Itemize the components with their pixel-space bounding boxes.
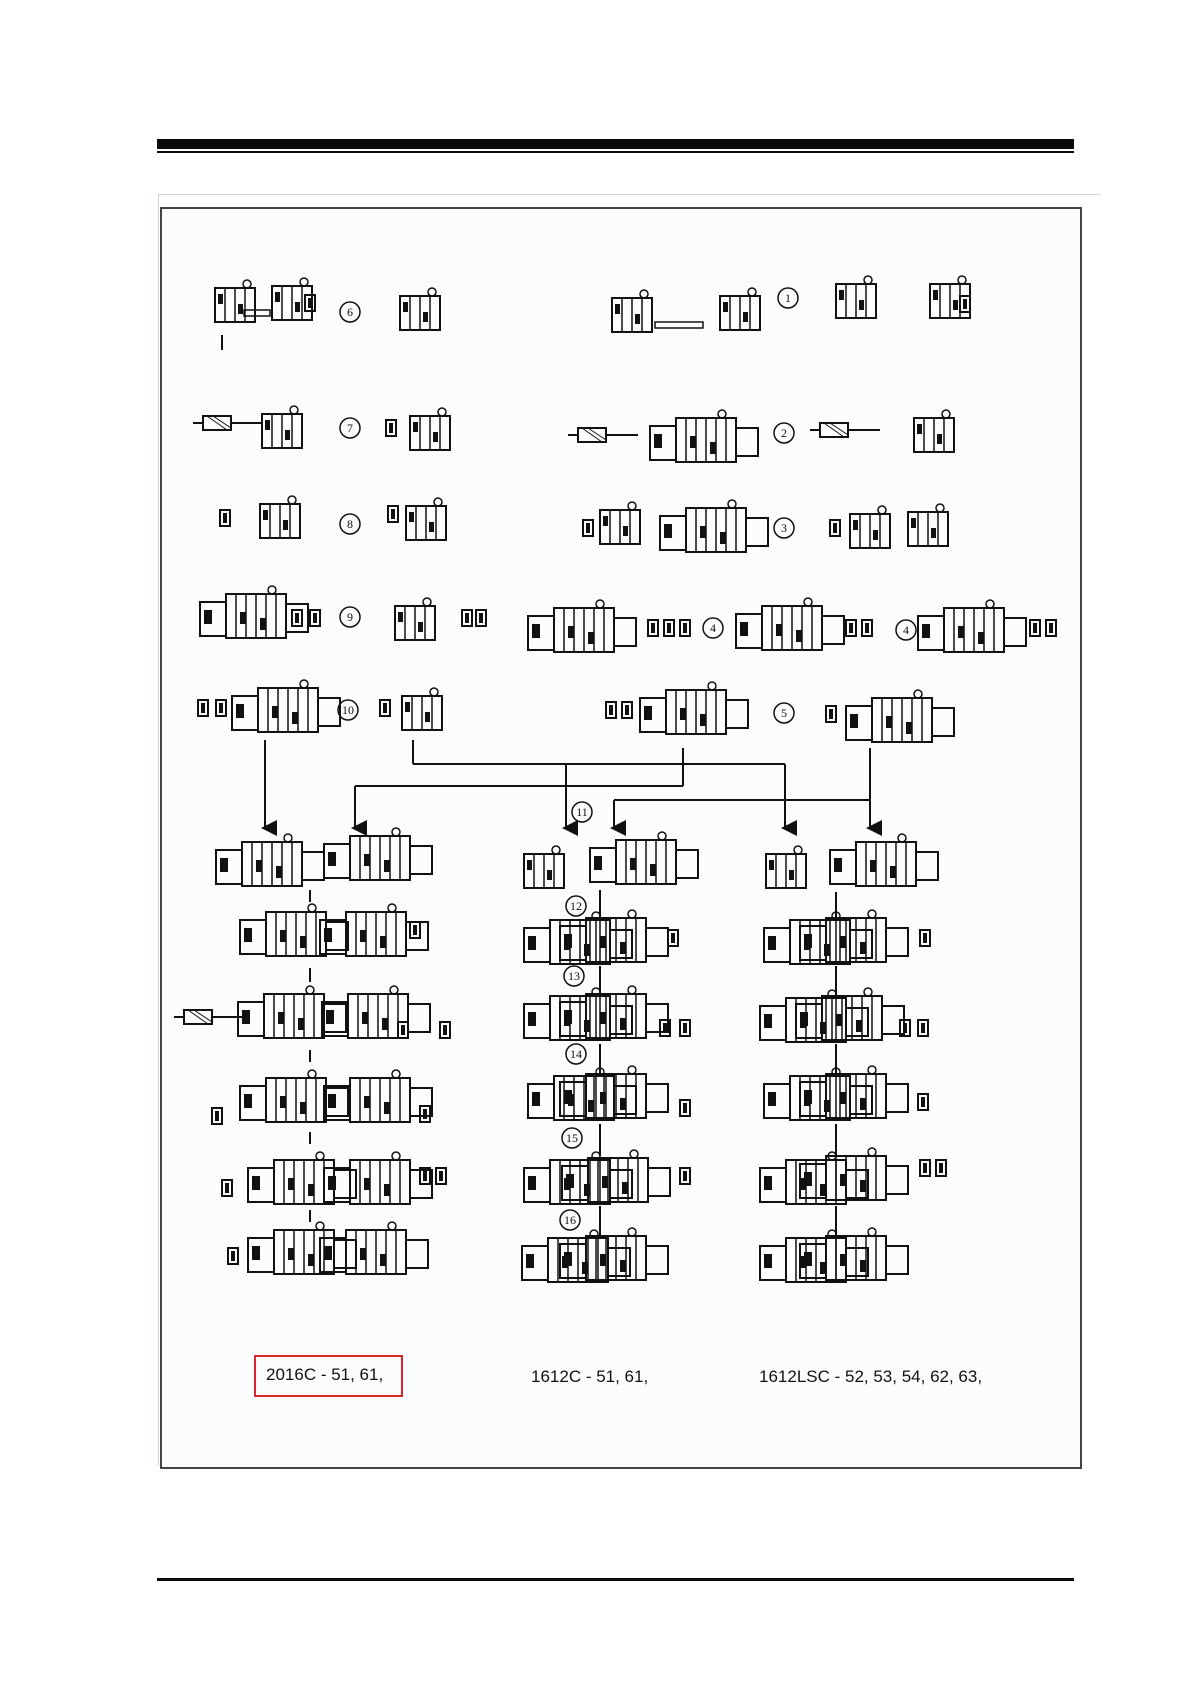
step-number-3: 3 <box>781 521 787 535</box>
step-number-9: 9 <box>347 610 353 624</box>
column-2016c-stack <box>174 828 450 1274</box>
step-number-5: 5 <box>781 706 787 720</box>
step-3-parts <box>583 500 948 552</box>
model-label-2016c: 2016C - 51, 61, <box>266 1365 384 1384</box>
step-2-parts <box>568 410 954 462</box>
step-1-parts <box>612 276 970 332</box>
step-6-parts <box>215 278 440 350</box>
step-number-14: 14 <box>570 1047 582 1061</box>
footer-rule <box>157 1578 1074 1581</box>
step-5-parts <box>606 682 954 742</box>
step-number-1: 1 <box>785 291 791 305</box>
step-10-parts <box>198 680 442 732</box>
step-number-11: 11 <box>576 805 588 819</box>
step-number-10: 10 <box>342 703 354 717</box>
column-1612lsc-stack <box>760 834 946 1282</box>
step-number-12: 12 <box>570 899 582 913</box>
step-7-parts <box>193 406 450 450</box>
flow-connectors <box>265 740 870 828</box>
step-4-parts <box>528 598 1056 652</box>
step-number-13: 13 <box>568 969 580 983</box>
step-number-15: 15 <box>566 1131 578 1145</box>
column-1612c-stack <box>522 832 698 1282</box>
step-number-4a: 4 <box>710 621 716 635</box>
step-8-parts <box>220 496 446 540</box>
step-number-6: 6 <box>347 305 353 319</box>
step-number-7: 7 <box>347 421 353 435</box>
model-label-1612c: 1612C - 51, 61, <box>531 1367 649 1386</box>
step-number-4b: 4 <box>903 623 909 637</box>
step-number-16: 16 <box>564 1213 576 1227</box>
step-number-2: 2 <box>781 426 787 440</box>
step-number-8: 8 <box>347 517 353 531</box>
step-9-parts <box>200 586 486 640</box>
model-label-1612lsc: 1612LSC - 52, 53, 54, 62, 63, <box>759 1367 983 1386</box>
